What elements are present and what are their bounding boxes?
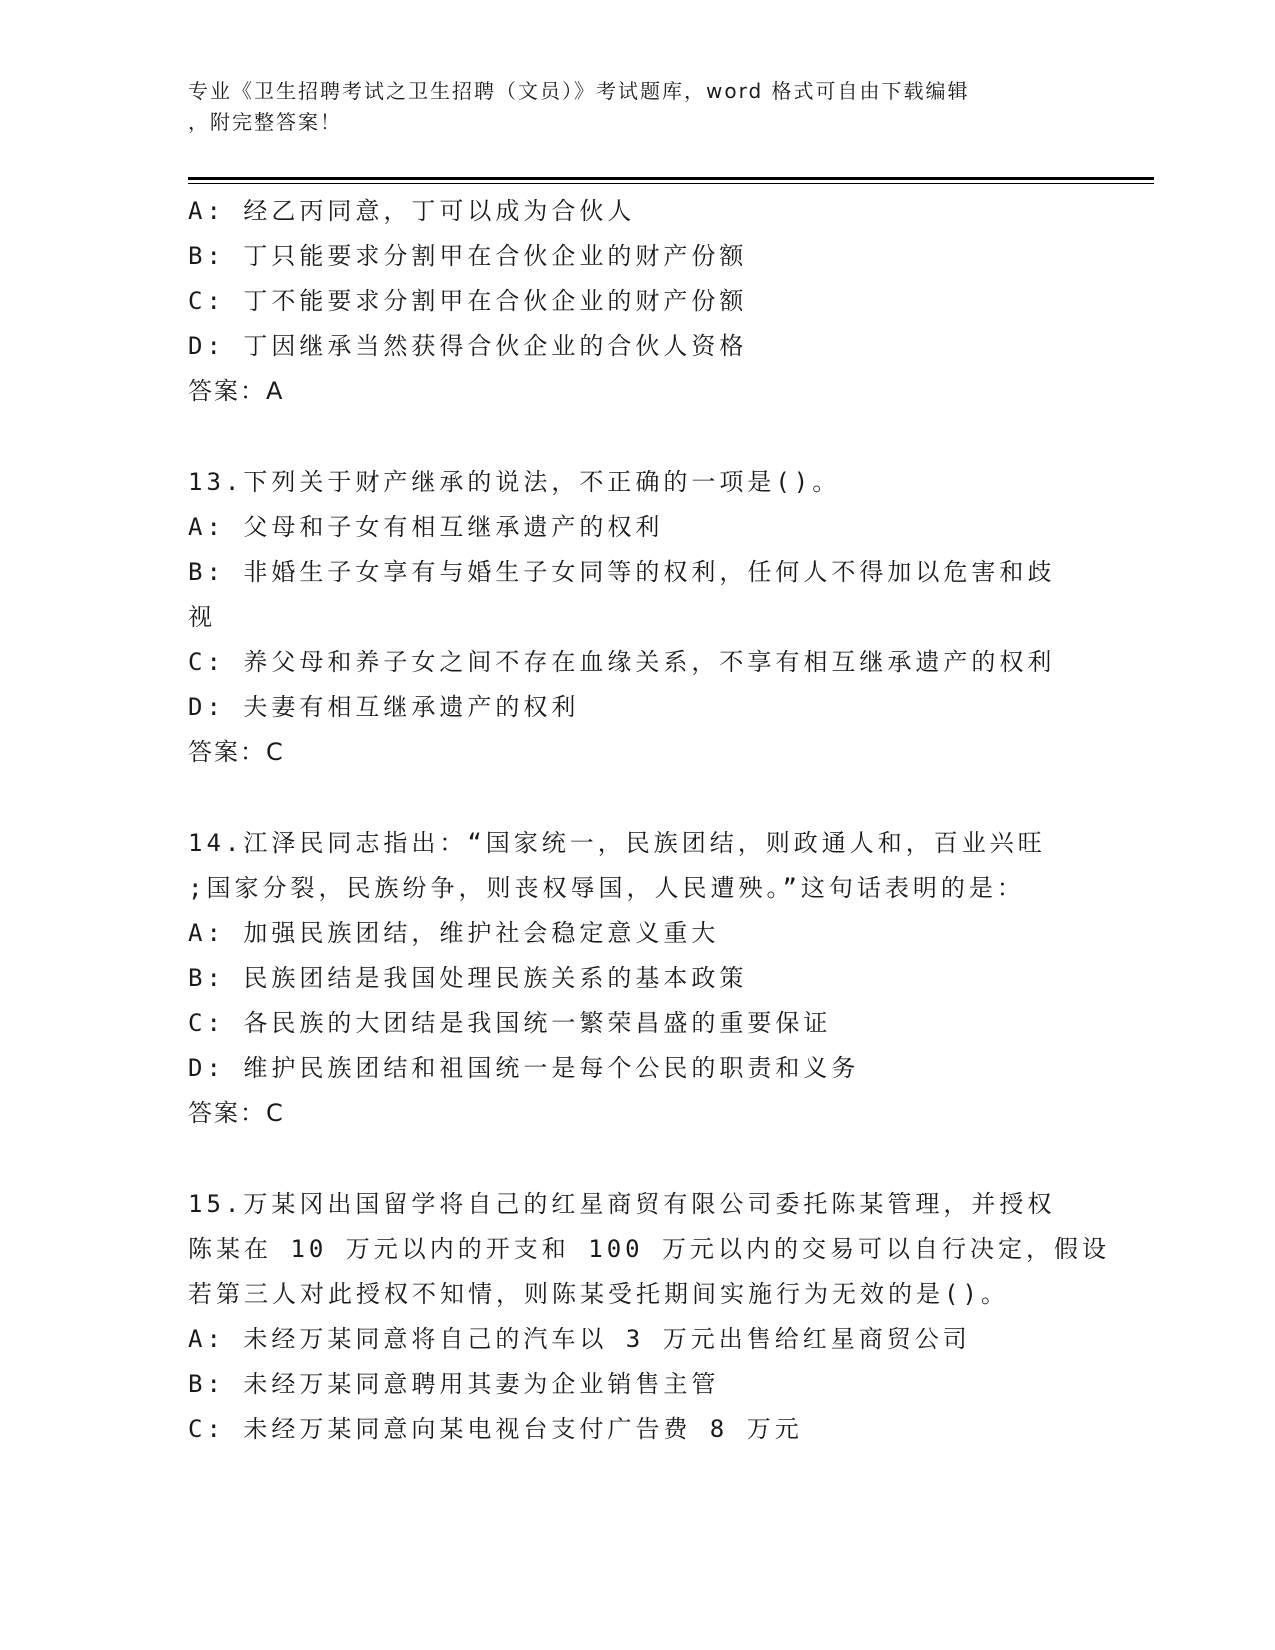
- option-d: D: 维护民族团结和祖国统一是每个公民的职责和义务: [188, 1054, 860, 1082]
- question-13: [188, 460, 1078, 775]
- option-d: D: 丁因继承当然获得合伙企业的合伙人资格: [188, 332, 748, 360]
- document-header: [188, 76, 1068, 138]
- option-a: A: 加强民族团结，维护社会稳定意义重大: [188, 919, 720, 947]
- option-c: C: 养父母和养子女之间不存在血缘关系，不享有相互继承遗产的权利: [188, 648, 1056, 676]
- question-stem-continued: 陈某在 10 万元以内的开支和 100 万元以内的交易可以自行决定，假设: [188, 1235, 1111, 1263]
- option-c: C: 未经万某同意向某电视台支付广告费 8 万元: [188, 1415, 803, 1443]
- option-b-continued: 视: [188, 603, 216, 631]
- option-c: C: 丁不能要求分割甲在合伙企业的财产份额: [188, 287, 748, 315]
- question-stem: 13.下列关于财产继承的说法，不正确的一项是()。: [188, 468, 841, 496]
- question-14: [188, 821, 1078, 1136]
- header-divider-thick: [188, 177, 1154, 180]
- question-stem: 14.江泽民同志指出：“国家统一，民族团结，则政通人和，百业兴旺: [188, 829, 1046, 857]
- question-12: [188, 189, 1078, 414]
- header-line-1: 专业《卫生招聘考试之卫生招聘（文员）》考试题库，word 格式可自由下载编辑: [188, 79, 970, 103]
- question-stem-continued: ;国家分裂，民族纷争，则丧权辱国，人民遭殃。”这句话表明的是：: [188, 874, 1025, 902]
- option-b: B: 民族团结是我国处理民族关系的基本政策: [188, 964, 748, 992]
- option-a: A: 未经万某同意将自己的汽车以 3 万元出售给红星商贸公司: [188, 1325, 971, 1353]
- question-15: [188, 1182, 1111, 1452]
- answer: 答案：C: [188, 738, 285, 766]
- option-b: B: 未经万某同意聘用其妻为企业销售主管: [188, 1370, 720, 1398]
- header-line-2: ，附完整答案！: [188, 110, 342, 134]
- option-a: A: 父母和子女有相互继承遗产的权利: [188, 513, 664, 541]
- question-stem: 15.万某冈出国留学将自己的红星商贸有限公司委托陈某管理，并授权: [188, 1190, 1056, 1218]
- question-stem-continued-2: 若第三人对此授权不知情，则陈某受托期间实施行为无效的是()。: [188, 1280, 1009, 1308]
- header-divider-thin: [188, 183, 1154, 184]
- answer: 答案：A: [188, 377, 285, 405]
- question-content: [188, 189, 1111, 1452]
- option-a: A: 经乙丙同意，丁可以成为合伙人: [188, 197, 636, 225]
- option-b: B: 丁只能要求分割甲在合伙企业的财产份额: [188, 242, 748, 270]
- option-c: C: 各民族的大团结是我国统一繁荣昌盛的重要保证: [188, 1009, 832, 1037]
- option-b: B: 非婚生子女享有与婚生子女同等的权利，任何人不得加以危害和歧: [188, 558, 1056, 586]
- option-d: D: 夫妻有相互继承遗产的权利: [188, 693, 580, 721]
- answer: 答案：C: [188, 1099, 285, 1127]
